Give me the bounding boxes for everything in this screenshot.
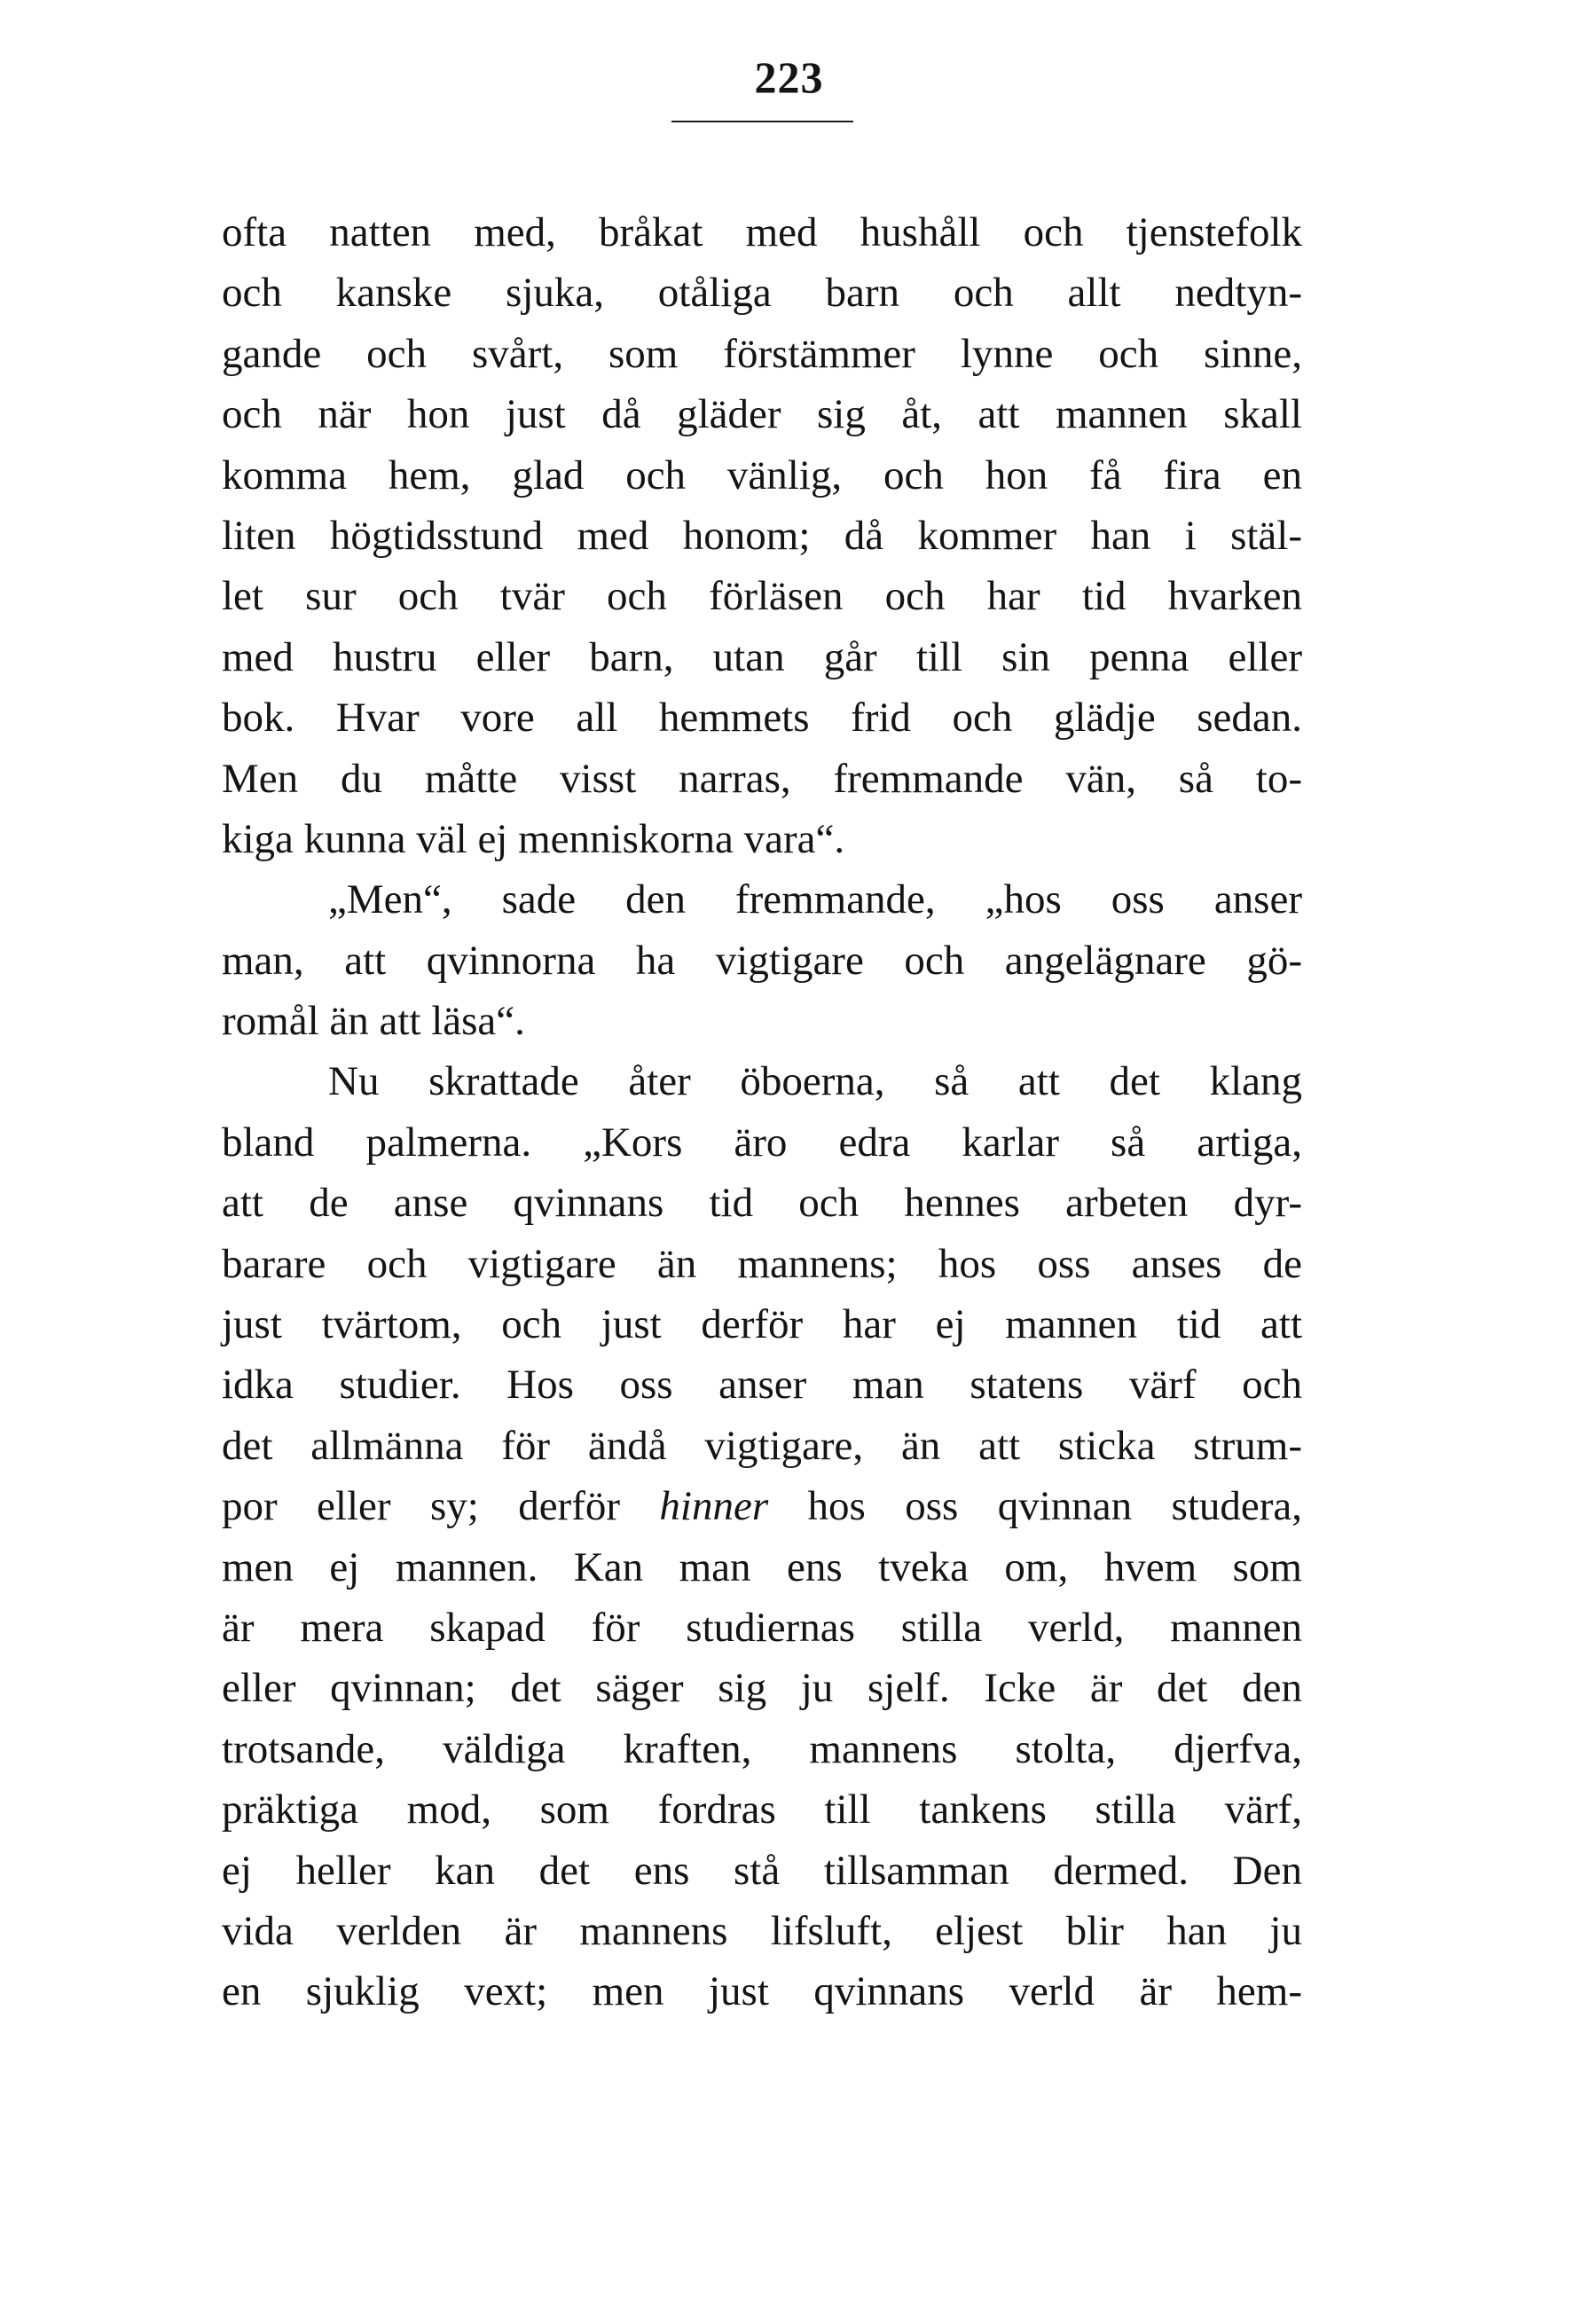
text-line: präktiga mod, som fordras till tankens stilla värf, <box>222 1786 1302 1833</box>
text-line: komma hem, glad och vänlig, och hon få fira en <box>222 451 1302 499</box>
text-line: det allmänna för ändå vigtigare, än att sticka strum- <box>222 1422 1302 1469</box>
text-line: trotsande, väldiga kraften, mannens stolta, djerfva, <box>222 1725 1302 1772</box>
text-segment: hos oss qvinnan studera, <box>807 1483 1303 1530</box>
text-line: att de anse qvinnans tid och hennes arbeten dyr- <box>222 1180 1302 1227</box>
text-line-with-emphasis <box>222 1476 1302 1536</box>
text-line: kiga kunna väl ej menniskorna vara“. <box>222 815 845 862</box>
text-line: man, att qvinnorna ha vigtigare och angelägnare gö- <box>222 937 1302 984</box>
body-text <box>222 202 1302 2022</box>
text-line: bok. Hvar vore all hemmets frid och glädje sedan. <box>222 695 1302 742</box>
text-line: vida verlden är mannens lifsluft, eljest blir han ju <box>222 1907 1302 1954</box>
text-line: let sur och tvär och förläsen och har tid hvarken <box>222 573 1302 620</box>
text-line: romål än att läsa“. <box>222 998 525 1045</box>
text-line: eller qvinnan; det säger sig ju sjelf. Icke är det den <box>222 1665 1302 1712</box>
header-rule <box>671 121 853 122</box>
text-line: bland palmerna. „Kors äro edra karlar så artiga, <box>222 1119 1302 1166</box>
text-line: liten högtidsstund med honom; då kommer han i stäl- <box>222 512 1302 559</box>
text-line: är mera skapad för studiernas stilla verld, mannen <box>222 1604 1302 1651</box>
text-line: med hustru eller barn, utan går till sin penna eller <box>222 633 1302 680</box>
text-line: men ej mannen. Kan man ens tveka om, hvem som <box>222 1543 1302 1590</box>
text-line: just tvärtom, och just derför har ej mannen tid att <box>222 1301 1302 1348</box>
text-line: ej heller kan det ens stå tillsamman dermed. Den <box>222 1847 1302 1894</box>
page-number: 223 <box>754 52 824 102</box>
text-line: gande och svårt, som förstämmer lynne och sinne, <box>222 330 1302 377</box>
text-line: Men du måtte visst narras, fremmande vän, så to- <box>222 755 1302 802</box>
text-segment: por eller sy; derför <box>222 1483 621 1530</box>
text-line: „Men“, sade den fremmande, „hos oss anser <box>328 876 1302 923</box>
text-line: och kanske sjuka, otåliga barn och allt nedtyn- <box>222 270 1302 317</box>
text-line: Nu skrattade åter öboerna, så att det klang <box>328 1058 1302 1105</box>
text-line: idka studier. Hos oss anser man statens värf och <box>222 1362 1302 1409</box>
text-line: en sjuklig vext; men just qvinnans verld är hem- <box>222 1968 1302 2015</box>
text-line: barare och vigtigare än mannens; hos oss anses de <box>222 1240 1302 1287</box>
emphasized-word: hinner <box>659 1483 769 1530</box>
text-line: ofta natten med, bråkat med hushåll och tjenstefolk <box>222 209 1302 255</box>
text-line: och när hon just då gläder sig åt, att mannen skall <box>222 391 1302 438</box>
